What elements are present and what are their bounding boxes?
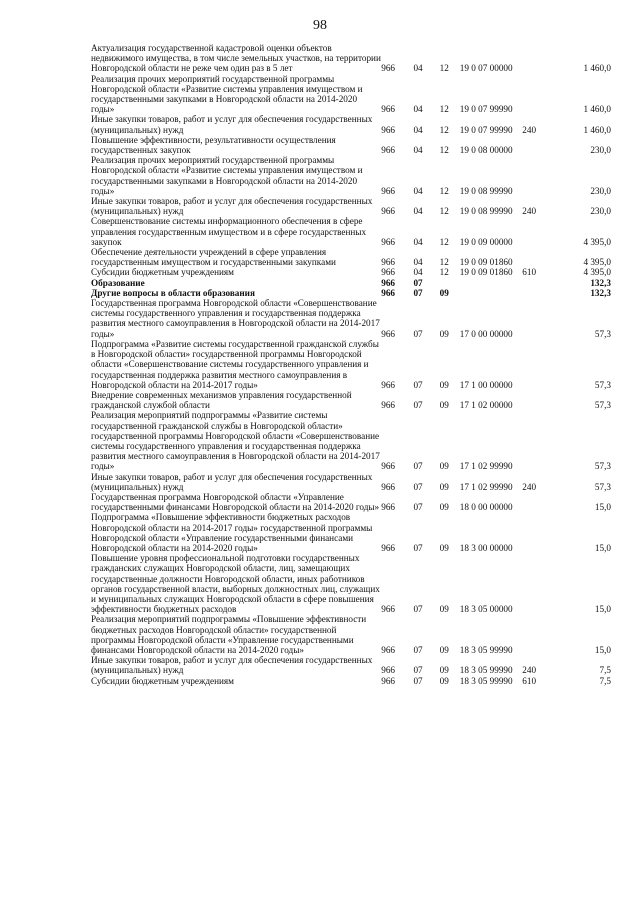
table-row	[91, 298, 611, 339]
target-article-cell: 18 3 05 99990	[459, 675, 513, 686]
table-row	[91, 614, 611, 655]
row-name-cell: Актуализация государственной кадастровой оценки объектов недвижимого имущества, в том числе земельных участков, на территории Новгородской области не реже чем один раз в 5 лет	[91, 43, 381, 74]
amount-cell: 1 460,0	[583, 104, 611, 115]
expense-type-cell	[522, 74, 546, 115]
subsection-code-cell: 09	[439, 400, 449, 411]
ministry-code-cell: 966	[381, 379, 395, 390]
amount-cell: 4 395,0	[583, 267, 611, 278]
section-code-cell: 07	[413, 604, 423, 615]
expense-type-cell	[522, 512, 546, 553]
row-name-cell: Образование	[91, 277, 145, 288]
section-code-cell: 07	[413, 277, 423, 288]
table-row	[91, 288, 611, 298]
amount-cell: 4 395,0	[583, 257, 611, 268]
table-row	[91, 410, 611, 471]
ministry-code-cell: 966	[381, 287, 395, 298]
row-name-cell: Другие вопросы в области образования	[91, 287, 255, 298]
section-code-cell: 04	[413, 124, 423, 135]
amount-cell: 15,0	[594, 644, 611, 655]
subsection-code-cell: 09	[439, 665, 449, 676]
subsection-code-cell: 09	[439, 542, 449, 553]
table-row	[91, 74, 611, 115]
ministry-code-cell: 966	[381, 675, 395, 686]
table-row	[91, 155, 611, 196]
target-article-cell: 19 0 08 99990	[459, 206, 513, 217]
expense-type-cell	[522, 553, 546, 614]
ministry-code-cell: 966	[381, 185, 395, 196]
section-code-cell: 04	[413, 145, 423, 156]
table-row	[91, 267, 611, 277]
target-article-cell: 19 0 08 00000	[459, 145, 513, 156]
subsection-code-cell: 09	[439, 481, 449, 492]
expense-type-cell	[522, 339, 546, 390]
subsection-code-cell: 09	[439, 675, 449, 686]
ministry-code-cell: 966	[381, 481, 395, 492]
ministry-code-cell: 966	[381, 502, 395, 513]
row-name-cell: Обеспечение деятельности учреждений в сфере управления государственным имуществом и государственными закупками	[91, 247, 336, 268]
table-row	[91, 196, 611, 216]
target-article-cell	[460, 278, 522, 288]
target-article-cell: 19 0 09 00000	[459, 236, 513, 247]
table-row	[91, 512, 611, 553]
row-name-cell: Внедрение современных механизмов управления государственной гражданской службой области	[91, 389, 352, 411]
section-code-cell: 07	[413, 481, 423, 492]
section-code-cell: 04	[413, 185, 423, 196]
amount-cell: 7,5	[599, 675, 611, 686]
section-code-cell: 07	[413, 502, 423, 513]
amount-cell: 230,0	[590, 185, 611, 196]
subsection-code-cell: 12	[439, 236, 449, 247]
ministry-code-cell: 966	[381, 461, 395, 472]
subsection-code-cell: 09	[439, 604, 449, 615]
expense-type-cell	[522, 247, 546, 267]
table-row	[91, 390, 611, 410]
target-article-cell: 19 0 07 99990	[459, 124, 513, 135]
subsection-code-cell: 12	[439, 145, 449, 156]
row-name-cell: Реализация мероприятий подпрограммы «Развитие системы государственной гражданской службы в Новгородской области» государственной программы Новгородской области «Совершенствование системы государственного управления и государственная поддержка развития местного самоуправления в Новгородской области на 2014-2017 годы»	[91, 410, 380, 472]
expense-type-cell	[522, 614, 546, 655]
target-article-cell: 17 1 02 00000	[459, 400, 513, 411]
amount-cell: 57,3	[594, 461, 611, 472]
row-name-cell: Государственная программа Новгородской области «Совершенствование системы государственного управления и государственная поддержка развития местного самоуправления в Новгородской области на 2014-2017 годы»	[91, 298, 380, 339]
section-code-cell: 04	[413, 206, 423, 217]
row-name-cell: Иные закупки товаров, работ и услуг для обеспечения государственных (муниципальных) нужд	[91, 114, 373, 135]
amount-cell: 57,3	[594, 379, 611, 390]
ministry-code-cell: 966	[381, 267, 395, 278]
row-name-cell: Реализация прочих мероприятий государственной программы Новгородской области «Развитие системы управления имуществом и государственными закупками в Новгородской области на 2014-2020 годы»	[91, 73, 363, 115]
ministry-code-cell: 966	[381, 400, 395, 411]
section-code-cell: 07	[413, 644, 423, 655]
amount-cell: 57,3	[594, 400, 611, 411]
section-code-cell: 04	[413, 63, 423, 74]
amount-cell: 15,0	[594, 542, 611, 553]
target-article-cell: 19 0 07 99990	[459, 104, 513, 115]
expense-type-cell: 240	[522, 124, 537, 135]
expense-type-cell	[522, 278, 546, 288]
row-name-cell: Реализация мероприятий подпрограммы «Повышение эффективности бюджетных расходов Новгородской области» государственной программы Новгородской области «Управление государственными финансами Новгородской области на 2014-2020 годы»	[91, 614, 367, 655]
section-code-cell: 07	[413, 400, 423, 411]
target-article-cell: 18 3 05 99990	[459, 644, 513, 655]
row-name-cell: Субсидии бюджетным учреждениям	[91, 267, 234, 278]
budget-table	[91, 43, 611, 686]
expense-type-cell: 610	[522, 267, 537, 278]
table-row	[91, 339, 611, 390]
ministry-code-cell: 966	[381, 277, 395, 288]
expense-type-cell: 610	[522, 675, 537, 686]
ministry-code-cell: 966	[381, 665, 395, 676]
ministry-code-cell: 966	[381, 206, 395, 217]
expense-type-cell: 240	[522, 481, 537, 492]
amount-cell: 1 460,0	[583, 63, 611, 74]
ministry-code-cell: 966	[381, 328, 395, 339]
section-code-cell: 07	[413, 379, 423, 390]
target-article-cell: 18 0 00 00000	[459, 502, 513, 513]
ministry-code-cell: 966	[381, 104, 395, 115]
target-article-cell: 19 0 07 00000	[459, 63, 513, 74]
subsection-code-cell: 12	[439, 267, 449, 278]
section-code-cell: 07	[413, 675, 423, 686]
row-name-cell: Подпрограмма «Повышение эффективности бюджетных расходов Новгородской области на 2014-2017 годы» государственной программы Новгородской области «Управление государственными финансами Новгородской области на 2014-2020 годы»	[91, 512, 373, 553]
section-code-cell: 07	[413, 542, 423, 553]
table-row	[91, 135, 611, 155]
target-article-cell: 17 1 02 99990	[459, 481, 513, 492]
expense-type-cell: 240	[522, 206, 537, 217]
row-name-cell: Повышение эффективности, результативности осуществления государственных закупок	[91, 134, 336, 156]
section-code-cell: 07	[413, 461, 423, 472]
ministry-code-cell: 966	[381, 63, 395, 74]
amount-cell: 57,3	[594, 481, 611, 492]
target-article-cell: 18 3 05 99990	[459, 665, 513, 676]
target-article-cell	[460, 288, 522, 298]
row-name-cell: Повышение уровня профессиональной подготовки государственных гражданских служащих Новгородской области, лиц, замещающих государственные должности Новгородской области, иных работников органов государственной власти, выборных должностных лиц, служащих и муниципальных служащих Новгородской области в сфере повышения эффективности бюджетных расходов	[91, 553, 380, 615]
expense-type-cell	[522, 288, 546, 298]
budget-table-body	[91, 43, 611, 686]
subsection-code-cell	[440, 278, 460, 288]
amount-cell: 7,5	[599, 665, 611, 676]
target-article-cell: 17 1 02 99990	[459, 461, 513, 472]
page-number: 98	[313, 18, 327, 33]
ministry-code-cell: 966	[381, 257, 395, 268]
target-article-cell: 17 1 00 00000	[459, 379, 513, 390]
table-row	[91, 247, 611, 267]
target-article-cell: 18 3 00 00000	[459, 542, 513, 553]
target-article-cell: 19 0 08 99990	[459, 185, 513, 196]
row-name-cell: Совершенствование системы информационного обеспечения в сфере управления государственным имуществом и в сфере государственных закупок	[91, 216, 367, 247]
subsection-code-cell: 12	[439, 63, 449, 74]
ministry-code-cell: 966	[381, 604, 395, 615]
subsection-code-cell: 09	[439, 461, 449, 472]
amount-cell: 57,3	[594, 328, 611, 339]
expense-type-cell	[522, 410, 546, 471]
expense-type-cell	[522, 298, 546, 339]
row-name-cell: Иные закупки товаров, работ и услуг для обеспечения государственных (муниципальных) нужд	[91, 655, 373, 676]
section-code-cell: 07	[413, 328, 423, 339]
expense-type-cell	[522, 492, 546, 512]
row-name-cell: Реализация прочих мероприятий государственной программы Новгородской области «Развитие системы управления имуществом и государственными закупками в Новгородской области на 2014-2020 годы»	[91, 155, 363, 196]
expense-type-cell	[522, 135, 546, 155]
ministry-code-cell: 966	[381, 542, 395, 553]
amount-cell: 230,0	[590, 145, 611, 156]
table-row	[91, 492, 611, 512]
subsection-code-cell: 12	[439, 257, 449, 268]
target-article-cell: 17 0 00 00000	[459, 328, 513, 339]
ministry-code-cell: 966	[381, 644, 395, 655]
amount-cell: 1 460,0	[583, 124, 611, 135]
row-name-cell: Иные закупки товаров, работ и услуг для обеспечения государственных (муниципальных) нужд	[91, 196, 373, 217]
amount-cell: 4 395,0	[583, 236, 611, 247]
section-code-cell: 07	[413, 665, 423, 676]
subsection-code-cell: 09	[439, 502, 449, 513]
row-name-cell: Иные закупки товаров, работ и услуг для обеспечения государственных (муниципальных) нужд	[91, 471, 373, 492]
table-row	[91, 216, 611, 247]
section-code-cell: 04	[413, 104, 423, 115]
ministry-code-cell: 966	[381, 124, 395, 135]
subsection-code-cell: 12	[439, 206, 449, 217]
section-code-cell: 04	[413, 257, 423, 268]
target-article-cell: 19 0 09 01860	[459, 257, 513, 268]
amount-cell: 132,3	[590, 277, 611, 288]
expense-type-cell	[522, 390, 546, 410]
section-code-cell: 04	[413, 236, 423, 247]
subsection-code-cell: 09	[439, 644, 449, 655]
amount-cell: 230,0	[590, 206, 611, 217]
subsection-code-cell: 12	[439, 104, 449, 115]
expense-type-cell	[522, 43, 546, 74]
table-row	[91, 278, 611, 288]
section-code-cell: 07	[413, 287, 423, 298]
subsection-code-cell: 12	[439, 185, 449, 196]
subsection-code-cell: 09	[439, 287, 449, 298]
row-name-cell: Подпрограмма «Развитие системы государственной гражданской службы в Новгородской области» государственной программы Новгородской области «Совершенствование системы государственного управления и государственная поддержка развития местного самоуправления в Новгородской области на 2014-2017 годы»	[91, 338, 379, 390]
table-row	[91, 114, 611, 134]
table-row	[91, 655, 611, 675]
target-article-cell: 19 0 09 01860	[459, 267, 513, 278]
table-row	[91, 553, 611, 614]
expense-type-cell	[522, 155, 546, 196]
expense-type-cell: 240	[522, 665, 537, 676]
target-article-cell: 18 3 05 00000	[459, 604, 513, 615]
amount-cell: 15,0	[594, 502, 611, 513]
amount-cell: 15,0	[594, 604, 611, 615]
section-code-cell: 04	[413, 267, 423, 278]
ministry-code-cell: 966	[381, 145, 395, 156]
table-row	[91, 43, 611, 74]
subsection-code-cell: 09	[439, 328, 449, 339]
row-name-cell: Субсидии бюджетным учреждениям	[91, 675, 234, 686]
table-row	[91, 472, 611, 492]
expense-type-cell	[522, 216, 546, 247]
subsection-code-cell: 12	[439, 124, 449, 135]
subsection-code-cell: 09	[439, 379, 449, 390]
table-row	[91, 676, 611, 686]
ministry-code-cell: 966	[381, 236, 395, 247]
row-name-cell: Государственная программа Новгородской области «Управление государственными финансами Новгородской области на 2014-2020 годы»	[91, 491, 380, 513]
amount-cell: 132,3	[590, 287, 611, 298]
